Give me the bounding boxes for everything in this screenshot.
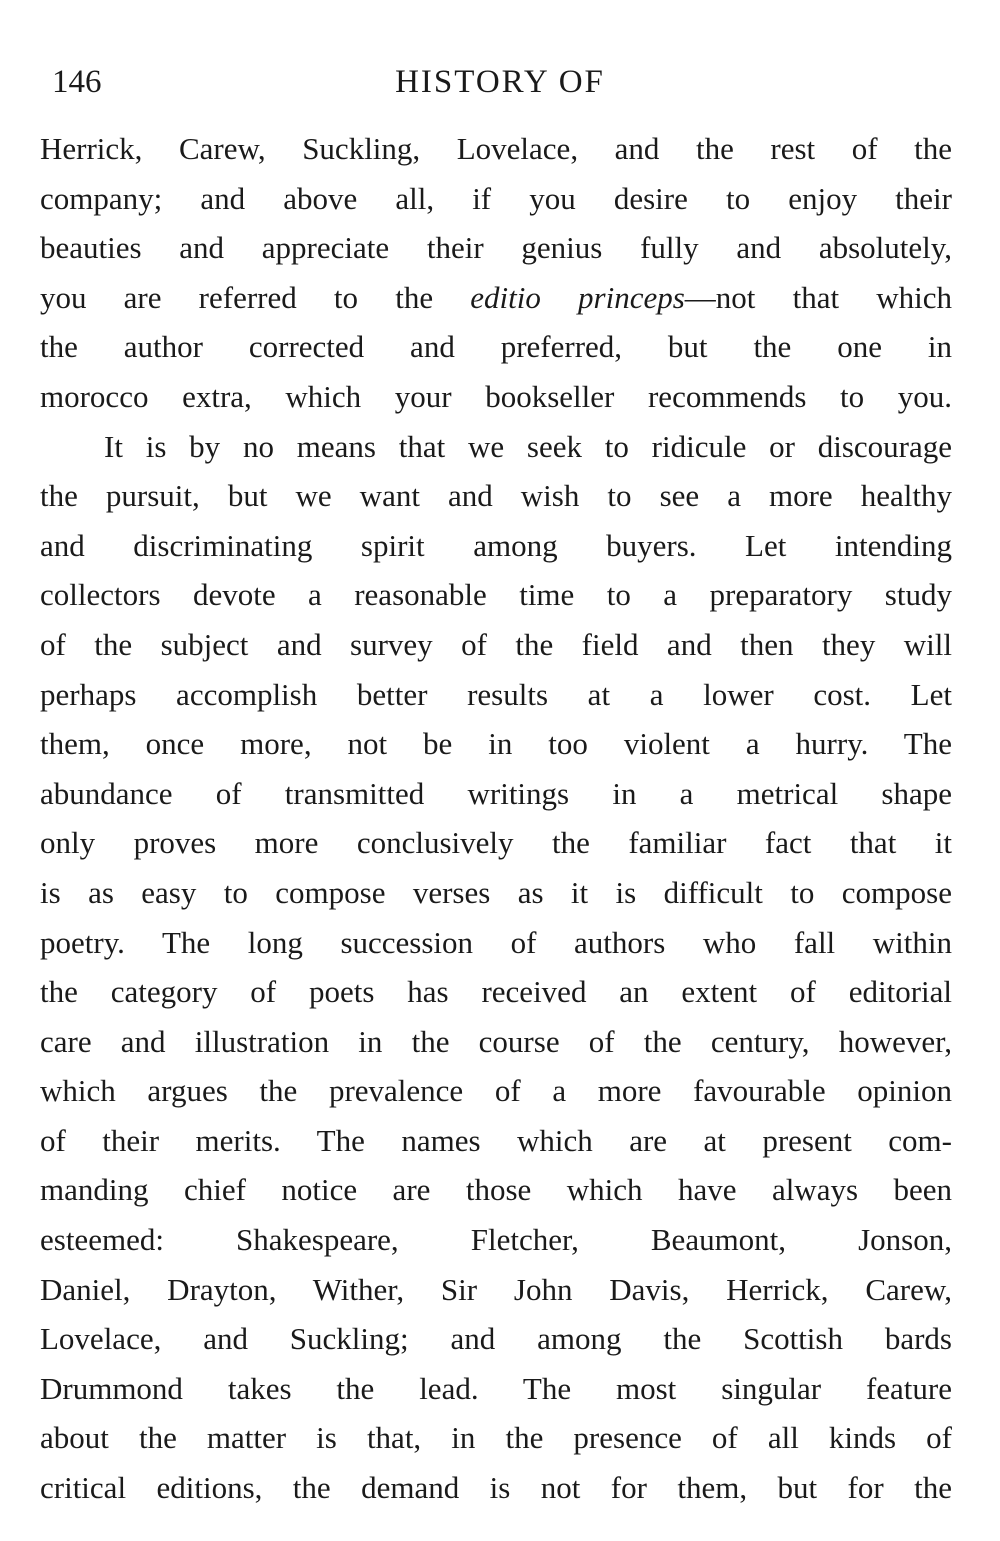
running-head	[0, 58, 1000, 106]
text-line: Lovelace, and Suckling; and among the Scottish bards	[40, 1321, 952, 1357]
text-line: which argues the prevalence of a more favourable opinion	[40, 1073, 952, 1109]
text-line: beauties and appreciate their genius fully and absolutely,	[40, 230, 952, 266]
text-line: Daniel, Drayton, Wither, Sir John Davis, Herrick, Carew,	[40, 1271, 952, 1307]
paragraph-first-line: It is by no means that we seek to ridicule or discourage	[104, 428, 952, 464]
text-line: only proves more conclusively the familiar fact that it	[40, 825, 952, 861]
text-line: care and illustration in the course of the century, however,	[40, 1023, 952, 1059]
text-line: the category of poets has received an extent of editorial	[40, 974, 952, 1010]
page-number: 146	[52, 64, 102, 100]
text-line: poetry. The long succession of authors who fall within	[40, 924, 952, 960]
text-line-segment: you are referred to the	[40, 279, 471, 315]
text-line-segment: —not that which	[684, 279, 952, 315]
text-line: of their merits. The names which are at present com-	[40, 1122, 952, 1158]
text-line: about the matter is that, in the presence of all kinds of	[40, 1420, 952, 1456]
text-line	[40, 273, 952, 323]
text-line: collectors devote a reasonable time to a preparatory study	[40, 577, 952, 613]
text-line: perhaps accomplish better results at a lower cost. Let	[40, 676, 952, 712]
text-line: and discriminating spirit among buyers. Let intending	[40, 527, 952, 563]
text-line: is as easy to compose verses as it is difficult to compose	[40, 874, 952, 910]
text-line: the pursuit, but we want and wish to see a more healthy	[40, 478, 952, 514]
text-line: Drummond takes the lead. The most singular feature	[40, 1370, 952, 1406]
text-line: manding chief notice are those which have always been	[40, 1172, 952, 1208]
text-line: of the subject and survey of the field and then they will	[40, 626, 952, 662]
text-line: Herrick, Carew, Suckling, Lovelace, and the rest of the	[40, 131, 952, 166]
text-line: abundance of transmitted writings in a metrical shape	[40, 775, 952, 811]
text-line: them, once more, not be in too violent a hurry. The	[40, 726, 952, 762]
text-line: morocco extra, which your bookseller recommends to you.	[40, 378, 952, 414]
text-line: company; and above all, if you desire to enjoy their	[40, 180, 952, 216]
text-line: the author corrected and preferred, but the one in	[40, 329, 952, 365]
text-line: esteemed: Shakespeare, Fletcher, Beaumont, Jonson,	[40, 1222, 952, 1258]
body-text	[40, 124, 952, 1513]
italic-phrase: editio princeps	[470, 279, 685, 315]
text-line: critical editions, the demand is not for them, but for the	[40, 1470, 952, 1506]
running-title: HISTORY OF	[395, 64, 605, 100]
